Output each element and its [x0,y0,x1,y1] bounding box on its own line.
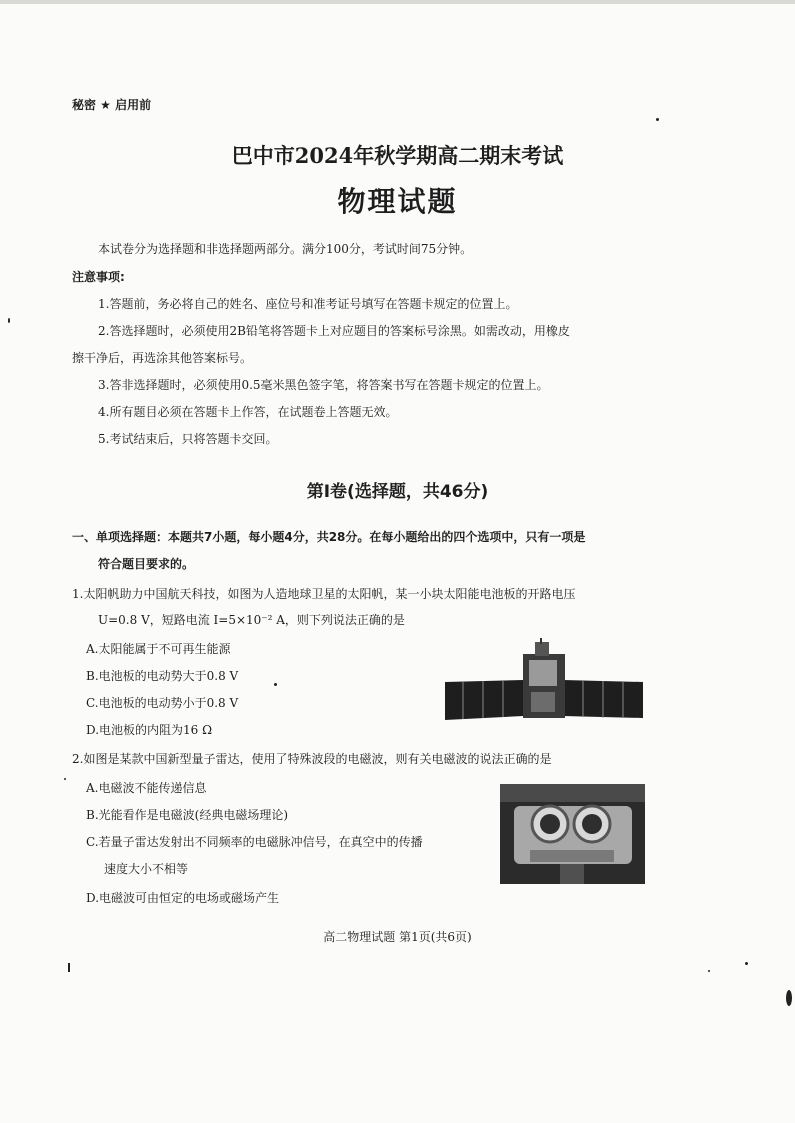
notice-item: 1.答题前，务必将自己的姓名、座位号和准考证号填写在答题卡规定的位置上。 [98,297,518,311]
question-2-stem: 2.如图是某款中国新型量子雷达，使用了特殊波段的电磁波，则有关电磁波的说法正确的是 [72,752,552,766]
scan-speck [8,318,10,323]
notice-item: 4.所有题目必须在答题卡上作答，在试题卷上答题无效。 [98,405,398,419]
part-instruction: 符合题目要求的。 [98,557,195,571]
option-b: B.光能看作是电磁波(经典电磁场理论) [86,808,288,822]
option-c: C.电池板的电动势小于0.8 V [86,696,239,710]
scan-speck [786,990,792,1006]
option-a: A.电磁波不能传递信息 [86,781,207,795]
scan-speck [274,683,277,686]
part-instruction: 一、单项选择题：本题共7小题，每小题4分，共28分。在每小题给出的四个选项中，只有一项是 [72,530,586,544]
solar-sail-satellite-figure [443,638,645,722]
exam-title: 巴中市2024年秋学期高二期末考试 [231,143,564,168]
scan-edge [0,0,795,4]
scan-speck [64,778,66,780]
page-footer: 高二物理试题 第1页(共6页) [323,930,472,944]
intro-text: 本试卷分为选择题和非选择题两部分。满分100分，考试时间75分钟。 [98,242,473,256]
question-1-stem: 1.太阳帆助力中国航天科技，如图为人造地球卫星的太阳帆，某一小块太阳能电池板的开路电压 [72,587,576,601]
notice-item: 5.考试结束后，只将答题卡交回。 [98,432,278,446]
quantum-radar-figure [500,784,645,884]
notice-item: 擦干净后，再选涂其他答案标号。 [72,351,253,365]
section-heading: 第Ⅰ卷(选择题，共46分) [306,482,489,502]
scan-speck [656,118,659,121]
notice-item: 2.答选择题时，必须使用2B铅笔将答题卡上对应题目的答案标号涂黑。如需改动，用橡皮 [98,324,570,338]
scan-speck [708,970,710,972]
option-b: B.电池板的电动势大于0.8 V [86,669,239,683]
notice-item: 3.答非选择题时，必须使用0.5毫米黑色签字笔，将答案书写在答题卡规定的位置上。 [98,378,549,392]
subject-title: 物理试题 [337,185,458,218]
scan-speck [68,963,70,972]
question-1-stem: U=0.8 V，短路电流 I=5×10⁻² A，则下列说法正确的是 [98,613,405,627]
option-d: D.电磁波可由恒定的电场或磁场产生 [86,891,280,905]
option-c: C.若量子雷达发射出不同频率的电磁脉冲信号，在真空中的传播 [86,835,423,849]
scan-speck [745,962,748,965]
secret-label: 秘密 ★ 启用前 [72,98,152,112]
notice-heading: 注意事项: [72,270,125,284]
option-c-continued: 速度大小不相等 [104,862,189,876]
option-a: A.太阳能属于不可再生能源 [86,642,231,656]
option-d: D.电池板的内阻为16 Ω [86,723,213,737]
